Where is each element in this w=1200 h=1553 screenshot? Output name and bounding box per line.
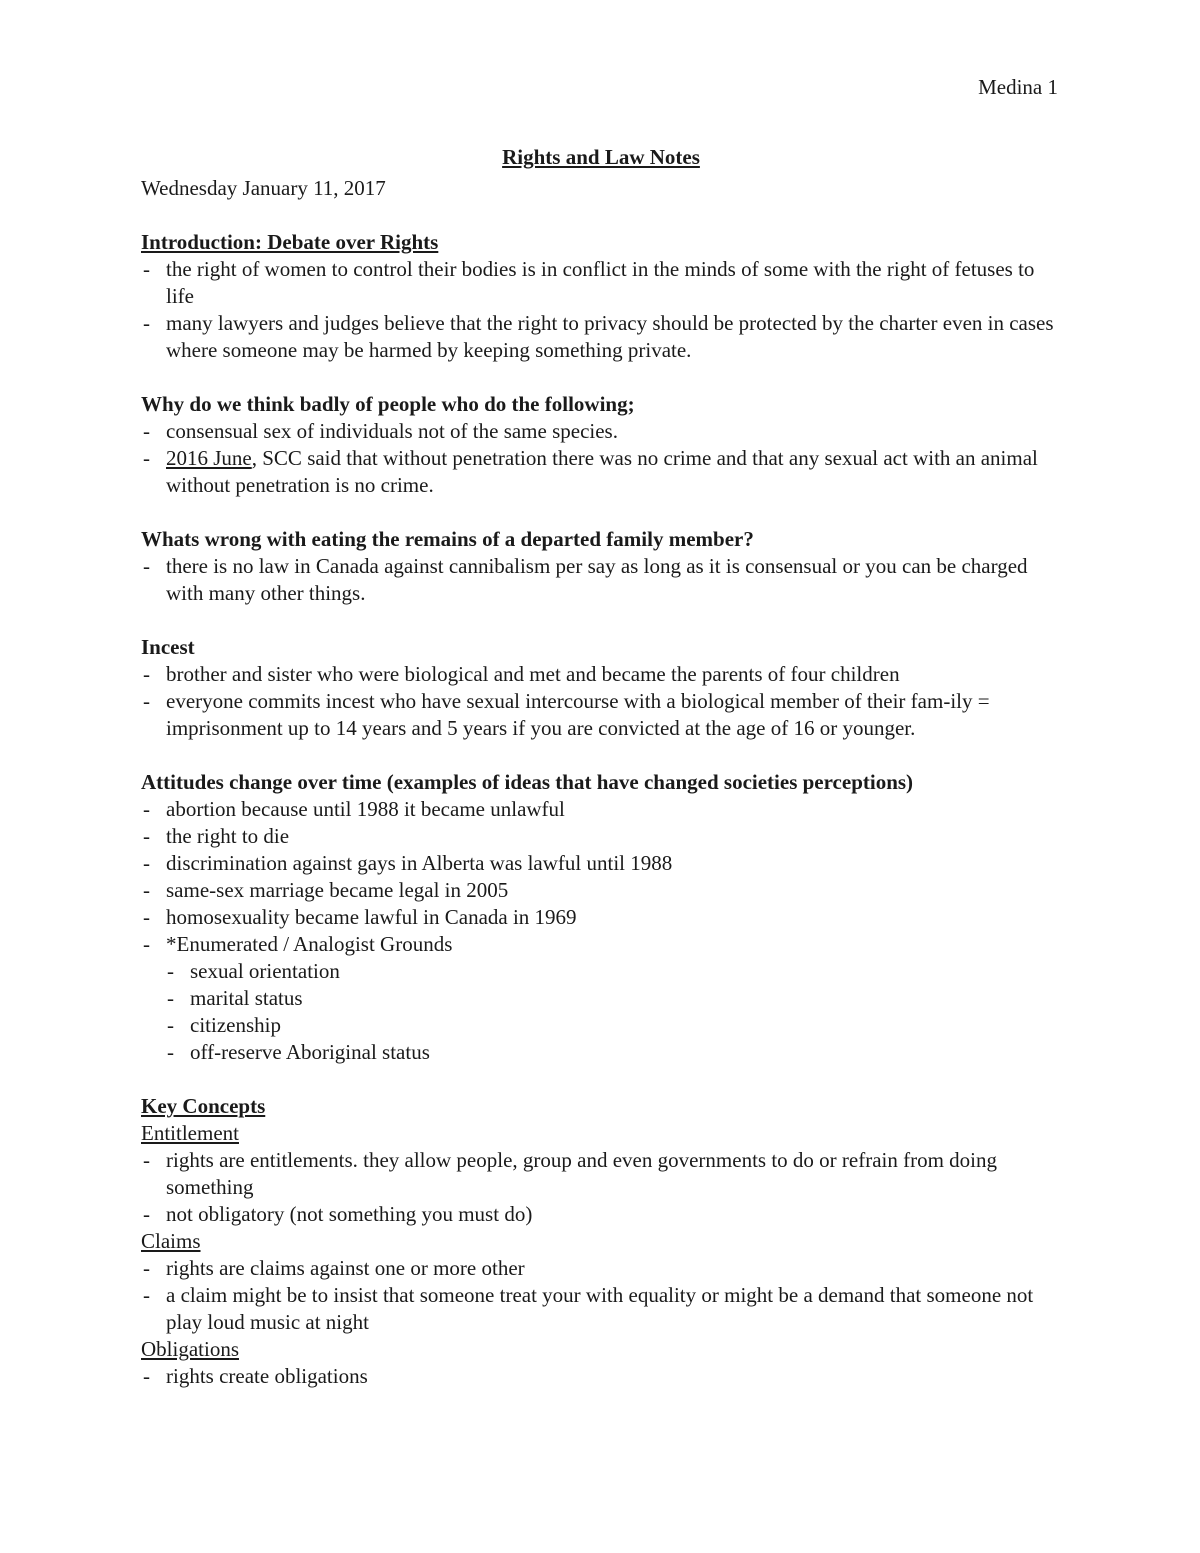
- section-why: [141, 391, 1061, 499]
- bullet-list: [141, 1147, 1061, 1228]
- section-heading: Why do we think badly of people who do the following;: [141, 392, 635, 416]
- bullet-list: [141, 418, 1061, 499]
- bullet-list: [141, 1363, 1061, 1390]
- list-item-text: , SCC said that without penetration there was no crime and that any sexual act with an animal without penetration is no crime.: [166, 446, 1038, 497]
- list-item: - abortion because until 1988 it became unlawful: [141, 796, 1061, 823]
- section-incest: [141, 634, 1061, 742]
- running-head: Medina 1: [978, 75, 1058, 99]
- date-reference: 2016 June: [166, 446, 252, 470]
- bullet-list: [141, 256, 1061, 364]
- section-heading: Introduction: Debate over Rights: [141, 230, 439, 254]
- section-heading: Incest: [141, 635, 195, 659]
- section-whats-wrong: [141, 526, 1061, 607]
- bullet-list: [141, 661, 1061, 742]
- subheading-entitlement: Entitlement: [141, 1121, 239, 1145]
- subheading-obligations: Obligations: [141, 1337, 239, 1361]
- nested-list-item: - marital status: [141, 985, 1061, 1012]
- bullet-list: [141, 553, 1061, 607]
- subheading-claims: Claims: [141, 1229, 201, 1253]
- list-item: - not obligatory (not something you must do): [141, 1201, 1061, 1228]
- list-item: - many lawyers and judges believe that the right to privacy should be protected by the charter even in cases where someone may be harmed by keeping something private.: [141, 310, 1061, 364]
- list-item: - everyone commits incest who have sexual intercourse with a biological member of their fam-ily = imprisonment up to 14 years and 5 years if you are convicted at the age of 16 or younger.: [141, 688, 1061, 742]
- list-item: - rights are claims against one or more other: [141, 1255, 1061, 1282]
- section-attitudes: [141, 769, 1061, 1066]
- list-item: - discrimination against gays in Alberta was lawful until 1988: [141, 850, 1061, 877]
- list-item: - there is no law in Canada against cannibalism per say as long as it is consensual or you can be charged with many other things.: [141, 553, 1061, 607]
- list-item: - the right to die: [141, 823, 1061, 850]
- list-item: - a claim might be to insist that someone treat your with equality or might be a demand that someone not play loud music at night: [141, 1282, 1061, 1336]
- section-key-concepts: [141, 1093, 1061, 1390]
- section-heading: Attitudes change over time (examples of ideas that have changed societies perceptions): [141, 770, 914, 794]
- bullet-list: [141, 796, 1061, 958]
- section-heading: Key Concepts: [141, 1094, 266, 1118]
- list-item: - *Enumerated / Analogist Grounds: [141, 931, 1061, 958]
- document-date: Wednesday January 11, 2017: [141, 176, 386, 200]
- document-body: [141, 144, 1061, 1417]
- list-item: - consensual sex of individuals not of the same species.: [141, 418, 1061, 445]
- section-heading: Whats wrong with eating the remains of a departed family member?: [141, 527, 754, 551]
- section-introduction: [141, 229, 1061, 364]
- bullet-list: [141, 1255, 1061, 1336]
- nested-list-item: - sexual orientation: [141, 958, 1061, 985]
- list-item: - same-sex marriage became legal in 2005: [141, 877, 1061, 904]
- list-item: - rights are entitlements. they allow people, group and even governments to do or refrain from doing something: [141, 1147, 1061, 1201]
- list-item: - the right of women to control their bodies is in conflict in the minds of some with the right of fetuses to life: [141, 256, 1061, 310]
- list-item: [141, 445, 1061, 499]
- nested-bullet-list: [141, 958, 1061, 1066]
- nested-list-item: - off-reserve Aboriginal status: [141, 1039, 1061, 1066]
- list-item: - rights create obligations: [141, 1363, 1061, 1390]
- list-item: - brother and sister who were biological and met and became the parents of four children: [141, 661, 1061, 688]
- nested-list-item: - citizenship: [141, 1012, 1061, 1039]
- list-item: - homosexuality became lawful in Canada in 1969: [141, 904, 1061, 931]
- document-title: Rights and Law Notes: [502, 145, 700, 169]
